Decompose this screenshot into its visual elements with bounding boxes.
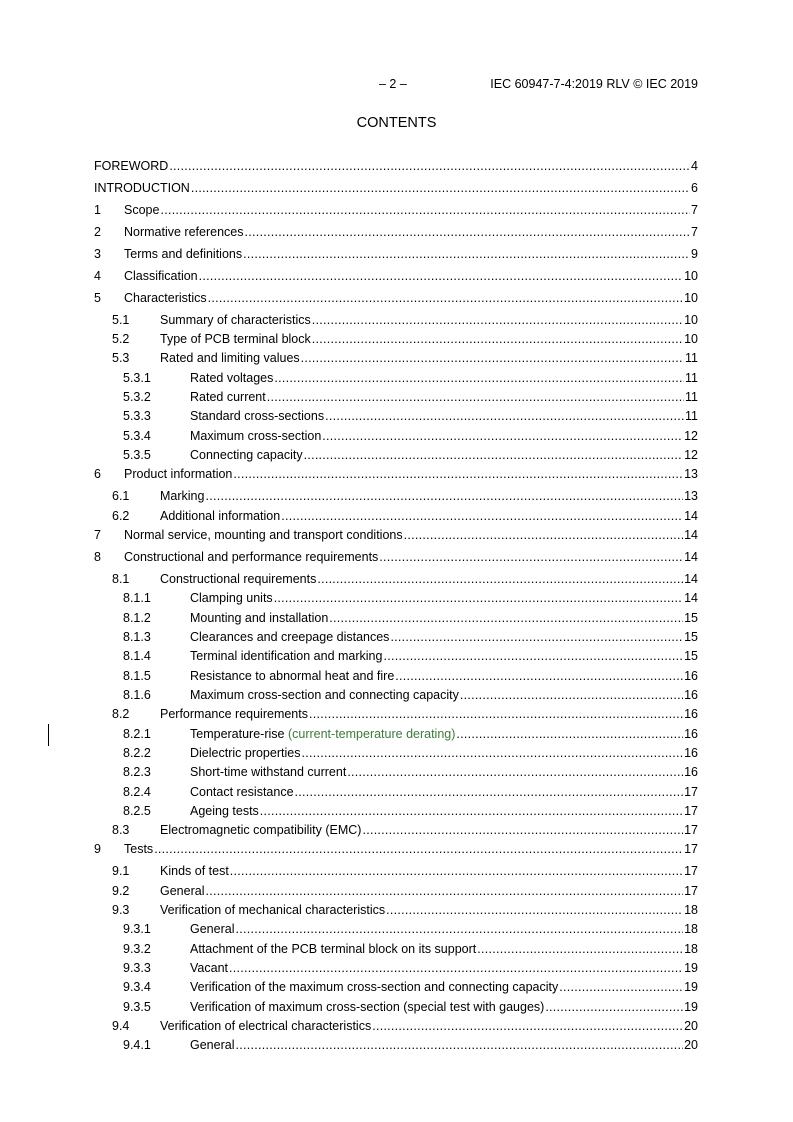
toc-entry-label bbox=[190, 610, 328, 626]
dot-leader bbox=[404, 527, 683, 543]
dot-leader bbox=[386, 902, 683, 918]
toc-entry-number: 1 bbox=[94, 203, 101, 217]
toc-entry-number: 9.4.1 bbox=[123, 1038, 151, 1052]
toc-entry-number: 8.2.2 bbox=[123, 746, 151, 760]
toc-entry-label-text: Mounting and installation bbox=[190, 611, 329, 625]
toc-entry-label-text: Electromagnetic compatibility (EMC) bbox=[160, 823, 362, 837]
toc-entry[interactable] bbox=[94, 883, 698, 899]
toc-entry-number: 8.2.3 bbox=[123, 765, 151, 779]
toc-entry-label bbox=[124, 224, 244, 240]
toc-entry-page: 18 bbox=[684, 903, 698, 917]
dot-leader bbox=[169, 158, 690, 174]
dot-leader bbox=[362, 822, 683, 838]
dot-leader bbox=[325, 408, 684, 424]
toc-entry-label-text: Attachment of the PCB terminal block on its support bbox=[190, 942, 477, 956]
toc-entry-page: 16 bbox=[684, 669, 698, 683]
toc-entry-page: 4 bbox=[691, 159, 698, 173]
toc-entry-page: 10 bbox=[684, 313, 698, 327]
toc-entry-page: 19 bbox=[684, 1000, 698, 1014]
toc-entry-label-text: Rated current bbox=[190, 390, 266, 404]
dot-leader bbox=[309, 706, 683, 722]
toc-entry-label bbox=[160, 488, 204, 504]
toc-entry[interactable] bbox=[94, 863, 698, 879]
toc-entry-label bbox=[160, 331, 311, 347]
toc-entry-label-text: Summary of characteristics bbox=[160, 313, 311, 327]
toc-entry-label-text: Characteristics bbox=[124, 291, 207, 305]
toc-entry-number: 8 bbox=[94, 550, 101, 564]
toc-entry-label-text: Kinds of test bbox=[160, 864, 229, 878]
toc-entry[interactable] bbox=[94, 571, 698, 587]
toc-entry-label-text: Marking bbox=[160, 489, 205, 503]
toc-entry[interactable] bbox=[94, 466, 698, 482]
dot-leader bbox=[191, 180, 690, 196]
dot-leader bbox=[379, 549, 683, 565]
toc-entry-label bbox=[160, 312, 311, 328]
toc-entry-label bbox=[124, 466, 232, 482]
toc-entry-number: 5.3.5 bbox=[123, 448, 151, 462]
toc-entry-label-text: General bbox=[160, 884, 205, 898]
toc-entry-number: 8.2.4 bbox=[123, 785, 151, 799]
dot-leader bbox=[301, 350, 684, 366]
toc-entry[interactable] bbox=[94, 687, 698, 703]
toc-entry-label-text: Performance requirements bbox=[160, 707, 308, 721]
toc-entry-label-text: Product information bbox=[124, 467, 233, 481]
toc-entry-number: 8.2.1 bbox=[123, 727, 151, 741]
toc-entry[interactable] bbox=[94, 246, 698, 262]
toc-entry[interactable] bbox=[94, 447, 698, 463]
toc-entry-label-text: Verification of electrical characteristics bbox=[160, 1019, 372, 1033]
toc-entry-label bbox=[160, 508, 280, 524]
toc-entry-page: 14 bbox=[684, 591, 698, 605]
toc-entry-number: 9.3.4 bbox=[123, 980, 151, 994]
toc-entry-label-text: Verification of maximum cross-section (special test with gauges) bbox=[190, 1000, 545, 1014]
toc-entry[interactable] bbox=[94, 960, 698, 976]
toc-entry-added-text: (current-temperature derating) bbox=[287, 727, 456, 741]
toc-entry-page: 17 bbox=[684, 823, 698, 837]
toc-entry[interactable] bbox=[94, 408, 698, 424]
toc-entry-number: 8.1.5 bbox=[123, 669, 151, 683]
toc-entry[interactable] bbox=[94, 902, 698, 918]
toc-entry-label-text: Verification of mechanical characteristics bbox=[160, 903, 386, 917]
toc-entry-page: 12 bbox=[684, 448, 698, 462]
toc-entry-page: 18 bbox=[684, 922, 698, 936]
toc-entry-label bbox=[124, 290, 207, 306]
toc-entry-page: 19 bbox=[684, 961, 698, 975]
toc-entry-label bbox=[124, 549, 378, 565]
toc-entry-page: 17 bbox=[684, 842, 698, 856]
toc-entry[interactable] bbox=[94, 312, 698, 328]
toc-entry[interactable] bbox=[94, 428, 698, 444]
toc-entry[interactable] bbox=[94, 1037, 698, 1053]
toc-entry-page: 18 bbox=[684, 942, 698, 956]
dot-leader bbox=[199, 268, 683, 284]
toc-entry-label-text: Clearances and creepage distances bbox=[190, 630, 390, 644]
toc-entry-label bbox=[190, 447, 303, 463]
toc-entry-label-text: Constructional requirements bbox=[160, 572, 317, 586]
toc-entry-label bbox=[190, 687, 459, 703]
toc-entry[interactable] bbox=[94, 508, 698, 524]
toc-entry-label-text: INTRODUCTION bbox=[94, 181, 190, 195]
toc-entry[interactable] bbox=[94, 706, 698, 722]
toc-entry-page: 10 bbox=[684, 291, 698, 305]
toc-entry-number: 5.3.2 bbox=[123, 390, 151, 404]
toc-entry-label-text: Constructional and performance requirements bbox=[124, 550, 379, 564]
dot-leader bbox=[208, 290, 683, 306]
toc-entry-label bbox=[190, 921, 234, 937]
dot-leader bbox=[312, 312, 683, 328]
toc-entry[interactable] bbox=[94, 158, 698, 174]
toc-entry-page: 16 bbox=[684, 727, 698, 741]
toc-entry-label bbox=[160, 706, 308, 722]
toc-entry-number: 7 bbox=[94, 528, 101, 542]
toc-entry-number: 9.2 bbox=[112, 884, 130, 898]
dot-leader bbox=[301, 745, 683, 761]
toc-entry-label bbox=[190, 648, 382, 664]
dot-leader bbox=[347, 764, 683, 780]
toc-entry-number: 8.1.6 bbox=[123, 688, 151, 702]
toc-entry-page: 19 bbox=[684, 980, 698, 994]
toc-entry-page: 17 bbox=[684, 804, 698, 818]
toc-entry-label bbox=[190, 1037, 234, 1053]
toc-entry-label-text: Vacant bbox=[190, 961, 228, 975]
toc-entry[interactable] bbox=[94, 549, 698, 565]
dot-leader bbox=[245, 224, 691, 240]
toc-entry-number: 9.3.1 bbox=[123, 922, 151, 936]
dot-leader bbox=[235, 1037, 683, 1053]
toc-entry-page: 9 bbox=[691, 247, 698, 261]
toc-entry-label-text: Ageing tests bbox=[190, 804, 259, 818]
toc-entry-label-text: Connecting capacity bbox=[190, 448, 303, 462]
toc-entry-page: 17 bbox=[684, 884, 698, 898]
toc-entry[interactable] bbox=[94, 764, 698, 780]
toc-entry-number: 8.1.4 bbox=[123, 649, 151, 663]
toc-entry-number: 6 bbox=[94, 467, 101, 481]
toc-entry[interactable] bbox=[94, 822, 698, 838]
toc-entry[interactable] bbox=[94, 290, 698, 306]
toc-entry-number: 9.3.3 bbox=[123, 961, 151, 975]
toc-entry-label bbox=[190, 745, 300, 761]
toc-entry-label bbox=[190, 979, 558, 995]
toc-entry-label bbox=[160, 1018, 371, 1034]
dot-leader bbox=[317, 571, 683, 587]
toc-entry-number: 4 bbox=[94, 269, 101, 283]
change-bar bbox=[48, 724, 49, 746]
toc-entry-label-text: Verification of the maximum cross-section and connecting capacity bbox=[190, 980, 559, 994]
dot-leader bbox=[559, 979, 683, 995]
toc-entry-number: 8.1.3 bbox=[123, 630, 151, 644]
toc-entry-page: 12 bbox=[684, 429, 698, 443]
toc-entry-label bbox=[190, 960, 228, 976]
toc-entry[interactable] bbox=[94, 202, 698, 218]
dot-leader bbox=[281, 508, 683, 524]
toc-entry-page: 11 bbox=[685, 371, 698, 385]
toc-entry-number: 8.2.5 bbox=[123, 804, 151, 818]
toc-entry-page: 15 bbox=[684, 611, 698, 625]
toc-entry[interactable] bbox=[94, 999, 698, 1015]
toc-entry-page: 10 bbox=[684, 332, 698, 346]
toc-entry-number: 5.3.4 bbox=[123, 429, 151, 443]
toc-entry-number: 9.1 bbox=[112, 864, 130, 878]
toc-entry-label bbox=[124, 246, 242, 262]
toc-entry-page: 7 bbox=[691, 203, 698, 217]
toc-entry-label-text: Terms and definitions bbox=[124, 247, 243, 261]
toc-entry-number: 9 bbox=[94, 842, 101, 856]
toc-entry[interactable] bbox=[94, 389, 698, 405]
dot-leader bbox=[230, 863, 683, 879]
toc-entry-label-text: Resistance to abnormal heat and fire bbox=[190, 669, 395, 683]
toc-entry[interactable] bbox=[94, 648, 698, 664]
toc-entry-label bbox=[190, 408, 324, 424]
dot-leader bbox=[229, 960, 683, 976]
toc-entry-label bbox=[160, 822, 361, 838]
dot-leader bbox=[477, 941, 683, 957]
toc-entry-label bbox=[124, 527, 403, 543]
toc-entry-label-text: Maximum cross-section bbox=[190, 429, 322, 443]
toc-entry[interactable] bbox=[94, 803, 698, 819]
dot-leader bbox=[154, 841, 683, 857]
toc-entry-label-text: Temperature-rise bbox=[190, 727, 285, 741]
page-header bbox=[94, 77, 698, 93]
toc-entry-label bbox=[190, 726, 455, 742]
toc-entry-label bbox=[124, 268, 198, 284]
dot-leader bbox=[460, 687, 683, 703]
toc-entry-label-text: Dielectric properties bbox=[190, 746, 301, 760]
dot-leader bbox=[235, 921, 683, 937]
dot-leader bbox=[304, 447, 684, 463]
dot-leader bbox=[372, 1018, 683, 1034]
toc-entry[interactable] bbox=[94, 488, 698, 504]
toc-entry-number: 2 bbox=[94, 225, 101, 239]
toc-entry-page: 15 bbox=[684, 630, 698, 644]
toc-entry-label bbox=[190, 803, 259, 819]
toc-entry[interactable] bbox=[94, 610, 698, 626]
toc-entry-number: 8.3 bbox=[112, 823, 130, 837]
toc-entry-label bbox=[190, 590, 273, 606]
toc-entry[interactable] bbox=[94, 726, 698, 742]
toc-entry-number: 6.2 bbox=[112, 509, 130, 523]
toc-entry-label bbox=[124, 202, 159, 218]
toc-entry-page: 14 bbox=[684, 572, 698, 586]
toc-entry-page: 14 bbox=[684, 528, 698, 542]
toc-entry-page: 16 bbox=[684, 688, 698, 702]
toc-entry[interactable] bbox=[94, 1018, 698, 1034]
toc-entry-label bbox=[190, 629, 389, 645]
toc-entry-label bbox=[190, 668, 394, 684]
toc-entry-label bbox=[190, 999, 544, 1015]
toc-entry-number: 5.2 bbox=[112, 332, 130, 346]
toc-entry-page: 16 bbox=[684, 707, 698, 721]
toc-entry-page: 15 bbox=[684, 649, 698, 663]
dot-leader bbox=[274, 590, 683, 606]
toc-entry[interactable] bbox=[94, 527, 698, 543]
toc-entry[interactable] bbox=[94, 921, 698, 937]
toc-entry-number: 3 bbox=[94, 247, 101, 261]
toc-entry-page: 6 bbox=[691, 181, 698, 195]
toc-entry-number: 9.3 bbox=[112, 903, 130, 917]
dot-leader bbox=[274, 370, 684, 386]
toc-entry-label-text: FOREWORD bbox=[94, 159, 169, 173]
toc-entry-page: 16 bbox=[684, 746, 698, 760]
toc-entry-number: 8.1.2 bbox=[123, 611, 151, 625]
toc-entry-label bbox=[190, 428, 321, 444]
dot-leader bbox=[390, 629, 683, 645]
toc-entry-page: 20 bbox=[684, 1019, 698, 1033]
dot-leader bbox=[260, 803, 683, 819]
toc-entry-label bbox=[190, 764, 346, 780]
toc-entry-page: 20 bbox=[684, 1038, 698, 1052]
toc-entry-label-text: Short-time withstand current bbox=[190, 765, 347, 779]
toc-entry[interactable] bbox=[94, 629, 698, 645]
toc-entry-label-text: Normal service, mounting and transport conditions bbox=[124, 528, 403, 542]
toc-entry[interactable] bbox=[94, 350, 698, 366]
dot-leader bbox=[395, 668, 683, 684]
toc-entry-label-text: Clamping units bbox=[190, 591, 273, 605]
toc-entry-page: 17 bbox=[684, 785, 698, 799]
toc-entry-label-text: Terminal identification and marking bbox=[190, 649, 383, 663]
toc-entry-page: 14 bbox=[684, 550, 698, 564]
toc-entry-label bbox=[160, 350, 300, 366]
dot-leader bbox=[233, 466, 683, 482]
toc-entry-number: 6.1 bbox=[112, 489, 130, 503]
toc-entry[interactable] bbox=[94, 268, 698, 284]
toc-entry[interactable] bbox=[94, 224, 698, 240]
dot-leader bbox=[312, 331, 683, 347]
toc-entry-number: 5.3.3 bbox=[123, 409, 151, 423]
toc-entry-page: 16 bbox=[684, 765, 698, 779]
toc-entry-label bbox=[160, 902, 385, 918]
toc-entry[interactable] bbox=[94, 370, 698, 386]
toc-entry[interactable] bbox=[94, 180, 698, 196]
toc-entry-label-text: Scope bbox=[124, 203, 160, 217]
dot-leader bbox=[322, 428, 683, 444]
toc-entry-label-text: Type of PCB terminal block bbox=[160, 332, 311, 346]
dot-leader bbox=[295, 784, 684, 800]
toc-entry-label-text: Rated voltages bbox=[190, 371, 274, 385]
toc-entry-page: 11 bbox=[685, 409, 698, 423]
dot-leader bbox=[329, 610, 683, 626]
dot-leader bbox=[205, 488, 683, 504]
toc-entry-label bbox=[160, 571, 316, 587]
toc-entry-number: 9.3.2 bbox=[123, 942, 151, 956]
toc-entry-label bbox=[94, 158, 168, 174]
toc-entry-label-text: Normative references bbox=[124, 225, 244, 239]
page-number: – 2 – bbox=[379, 77, 407, 91]
toc-entry-label-text: General bbox=[190, 1038, 235, 1052]
toc-entry-number: 8.1 bbox=[112, 572, 130, 586]
toc-entry-label bbox=[94, 180, 190, 196]
contents-heading: CONTENTS bbox=[356, 115, 437, 131]
toc-entry-page: 13 bbox=[684, 489, 698, 503]
toc-entry[interactable] bbox=[94, 668, 698, 684]
toc-entry-label-text: Contact resistance bbox=[190, 785, 294, 799]
toc-entry-page: 11 bbox=[685, 351, 698, 365]
toc-entry[interactable] bbox=[94, 745, 698, 761]
dot-leader bbox=[383, 648, 683, 664]
toc-entry-label bbox=[190, 941, 476, 957]
document-title: IEC 60947-7-4:2019 RLV © IEC 2019 bbox=[490, 77, 698, 91]
toc-entry-number: 8.2 bbox=[112, 707, 130, 721]
dot-leader bbox=[456, 726, 683, 742]
toc-entry-number: 5.3.1 bbox=[123, 371, 151, 385]
toc-entry-label bbox=[190, 784, 294, 800]
toc-entry-number: 9.4 bbox=[112, 1019, 130, 1033]
toc-entry[interactable] bbox=[94, 784, 698, 800]
toc-entry-page: 13 bbox=[684, 467, 698, 481]
dot-leader bbox=[160, 202, 690, 218]
toc-entry[interactable] bbox=[94, 841, 698, 857]
toc-entry-page: 10 bbox=[684, 269, 698, 283]
toc-entry-page: 11 bbox=[685, 390, 698, 404]
toc-entry[interactable] bbox=[94, 590, 698, 606]
toc-entry-label-text: Maximum cross-section and connecting capacity bbox=[190, 688, 459, 702]
toc-entry[interactable] bbox=[94, 979, 698, 995]
toc-entry-label bbox=[124, 841, 153, 857]
dot-leader bbox=[545, 999, 683, 1015]
toc-entry-page: 7 bbox=[691, 225, 698, 239]
toc-entry-page: 17 bbox=[684, 864, 698, 878]
toc-entry-label-text: Standard cross-sections bbox=[190, 409, 325, 423]
toc-entry-label-text: Classification bbox=[124, 269, 198, 283]
toc-entry[interactable] bbox=[94, 331, 698, 347]
toc-entry-number: 8.1.1 bbox=[123, 591, 151, 605]
toc-entry-number: 5.3 bbox=[112, 351, 130, 365]
dot-leader bbox=[243, 246, 690, 262]
toc-entry-number: 5.1 bbox=[112, 313, 130, 327]
toc-entry-label-text: Additional information bbox=[160, 509, 281, 523]
dot-leader bbox=[205, 883, 683, 899]
dot-leader bbox=[267, 389, 684, 405]
toc-entry-label-text: Tests bbox=[124, 842, 154, 856]
toc-entry-label bbox=[160, 883, 204, 899]
toc-entry-label bbox=[190, 389, 266, 405]
toc-entry[interactable] bbox=[94, 941, 698, 957]
toc-entry-label bbox=[160, 863, 229, 879]
toc-entry-number: 5 bbox=[94, 291, 101, 305]
toc-entry-number: 9.3.5 bbox=[123, 1000, 151, 1014]
toc-entry-page: 14 bbox=[684, 509, 698, 523]
toc-entry-label-text: General bbox=[190, 922, 235, 936]
toc-entry-label bbox=[190, 370, 273, 386]
toc-entry-label-text: Rated and limiting values bbox=[160, 351, 300, 365]
